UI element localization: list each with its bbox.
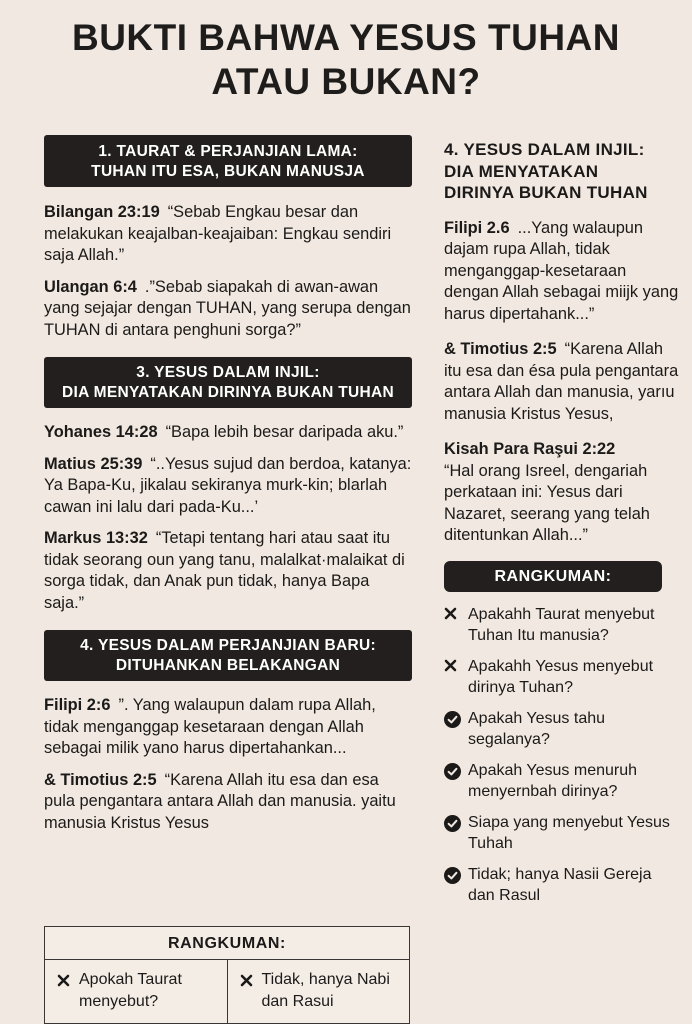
left-summary-heading: RANGKUMAN: bbox=[45, 927, 409, 960]
verse-text: “..Yesus sujud dan berdoa, katanya: Ya Bapa-Ku, jikalau sekiranya murk-kin; blarlah cawan ini lalu dari pada-Ku...’ bbox=[44, 454, 412, 516]
verse-text: “Hal orang Isreel, dengariah perkataan ini: Yesus dari Nazaret, seerang yang telah ditentunkan Allah...” bbox=[444, 461, 650, 544]
verse-ref: Markus 13:32 bbox=[44, 529, 148, 547]
verse-ref: & Timotius 2:5 bbox=[444, 340, 557, 358]
x-icon bbox=[240, 969, 262, 994]
list-item bbox=[444, 812, 680, 855]
verse-text: “Tetapi tentang hari atau saat itu tidak seorang oun yang tanu, malalkat·malaikat di sorga tidak, dan Anak pun tidak, hanya Bapa saja.” bbox=[44, 529, 405, 612]
section-3-heading-line-1: 3. YESUS DALAM INJIL: bbox=[136, 364, 320, 381]
left-column bbox=[44, 135, 412, 844]
list-item-text: Apakah Yesus menuruh menyernbah dirinya? bbox=[468, 761, 638, 800]
section-4-banner bbox=[44, 630, 412, 681]
right-section-heading bbox=[444, 139, 680, 204]
verse-ref: Filipi 2:6 bbox=[44, 696, 111, 714]
right-summary-banner: RANGKUMAN: bbox=[444, 561, 662, 592]
verse-text: ”. Yang walaupun dalam rupa Allah, tidak menganggap kesetaraan dengan Allah sebagai milik yano harus dipertahankan... bbox=[44, 696, 376, 757]
left-summary-row bbox=[45, 960, 409, 1024]
list-item-text: Apakah Yesus tahu segalanya? bbox=[468, 709, 606, 748]
list-item bbox=[444, 656, 680, 699]
list-item-text: Apakahh Taurat menyebut Tuhan Itu manusia? bbox=[468, 605, 655, 644]
verse-ref: Bilangan 23:19 bbox=[44, 203, 160, 221]
verse-entry bbox=[44, 454, 412, 519]
verse-entry bbox=[44, 528, 412, 614]
section-3-banner bbox=[44, 357, 412, 408]
verse-entry bbox=[44, 202, 412, 267]
x-icon bbox=[444, 656, 468, 672]
check-circle-icon bbox=[444, 760, 468, 780]
x-icon bbox=[57, 969, 79, 994]
right-heading-line-2: DIA MENYATAKAN bbox=[444, 161, 599, 181]
title-line-2: ATAU BUKAN? bbox=[211, 61, 481, 102]
list-item-text: Tidak; hanya Nasii Gereja dan Rasul bbox=[468, 865, 652, 904]
verse-entry bbox=[44, 422, 412, 444]
verse-entry bbox=[444, 439, 680, 547]
verse-ref: Matius 25:39 bbox=[44, 454, 143, 473]
right-column bbox=[444, 135, 680, 916]
list-item bbox=[444, 708, 680, 751]
verse-ref: Kisah Para Raşui 2:22 bbox=[444, 440, 616, 458]
verse-text: “Karena Allah itu esa dan esa pula pengantara antara Allah dan manusia. yaitu manusia Kristus Yesus bbox=[44, 770, 396, 832]
title-line-1: BUKTI BAHWA YESUS TUHAN bbox=[71, 17, 621, 58]
list-item bbox=[444, 604, 680, 647]
list-item-text: Apakahh Yesus menyebut dirinya Tuhan? bbox=[468, 657, 654, 696]
verse-ref: & Timotius 2:5 bbox=[44, 770, 157, 789]
verse-entry bbox=[44, 277, 412, 342]
verse-ref: Yohanes 14:28 bbox=[44, 423, 158, 441]
verse-text: .”Sebab siapakah di awan-awan yang sejajar dengan TUHAN, yang serupa dengan TUHAN di antara penghuni sorga?” bbox=[44, 277, 411, 339]
right-summary-list bbox=[444, 604, 680, 907]
section-1-heading-line-2: TUHAN ITU ESA, BUKAN MANUSJA bbox=[91, 163, 365, 180]
check-circle-icon bbox=[444, 708, 468, 728]
section-1-heading-line-1: 1. TAURAT & PERJANJIAN LAMA: bbox=[98, 143, 358, 160]
verse-text: ...Yang walaupun dajam rupa Allah, tidak menganggap-kesetaraan dengan Allah sebagai miijk yang harus dipertahank...” bbox=[444, 218, 679, 323]
section-1-banner bbox=[44, 135, 412, 187]
left-summary-cell bbox=[227, 960, 410, 1024]
page-title bbox=[0, 16, 692, 104]
right-heading-line-3: DIRINYA BUKAN TUHAN bbox=[444, 183, 648, 202]
verse-entry bbox=[444, 218, 680, 326]
verse-text: “Bapa lebih besar daripada aku.” bbox=[165, 423, 404, 441]
verse-text: “Karena Allah itu esa dan ésa pula pengantara antara Allah dan manusia, yarıu manusia Kristus Yesus, bbox=[444, 340, 679, 423]
verse-entry bbox=[44, 695, 412, 760]
verse-text: “Sebab Engkau besar dan melakukan keajalban-keajaiban: Engkau sendiri saja Allah.” bbox=[44, 203, 392, 264]
right-heading-line-1: 4. YESUS DALAM INJIL: bbox=[444, 140, 645, 159]
verse-entry bbox=[444, 339, 680, 425]
left-summary-box bbox=[44, 926, 410, 1024]
left-summary-cell-text: Apokah Taurat menyebut? bbox=[79, 971, 182, 1010]
left-summary-cell bbox=[45, 960, 227, 1024]
section-4-heading-line-2: DITUHANKAN BELAKANGAN bbox=[115, 657, 341, 674]
check-circle-icon bbox=[444, 864, 468, 884]
verse-ref: Filipi 2.6 bbox=[444, 218, 510, 237]
list-item-text: Siapa yang menyebut Yesus Tuhah bbox=[468, 813, 670, 852]
x-icon bbox=[444, 604, 468, 620]
list-item bbox=[444, 864, 680, 907]
left-summary-cell-text: Tidak, hanya Nabi dan Rasui bbox=[261, 971, 390, 1010]
check-circle-icon bbox=[444, 812, 468, 832]
verse-entry bbox=[44, 770, 412, 835]
section-3-heading-line-2: DIA MENYATAKAN DIRINYA BUKAN TUHAN bbox=[62, 384, 394, 401]
list-item bbox=[444, 760, 680, 803]
section-4-heading-line-1: 4. YESUS DALAM PERJANJIAN BARU: bbox=[80, 637, 376, 654]
verse-ref: Ulangan 6:4 bbox=[44, 277, 137, 296]
